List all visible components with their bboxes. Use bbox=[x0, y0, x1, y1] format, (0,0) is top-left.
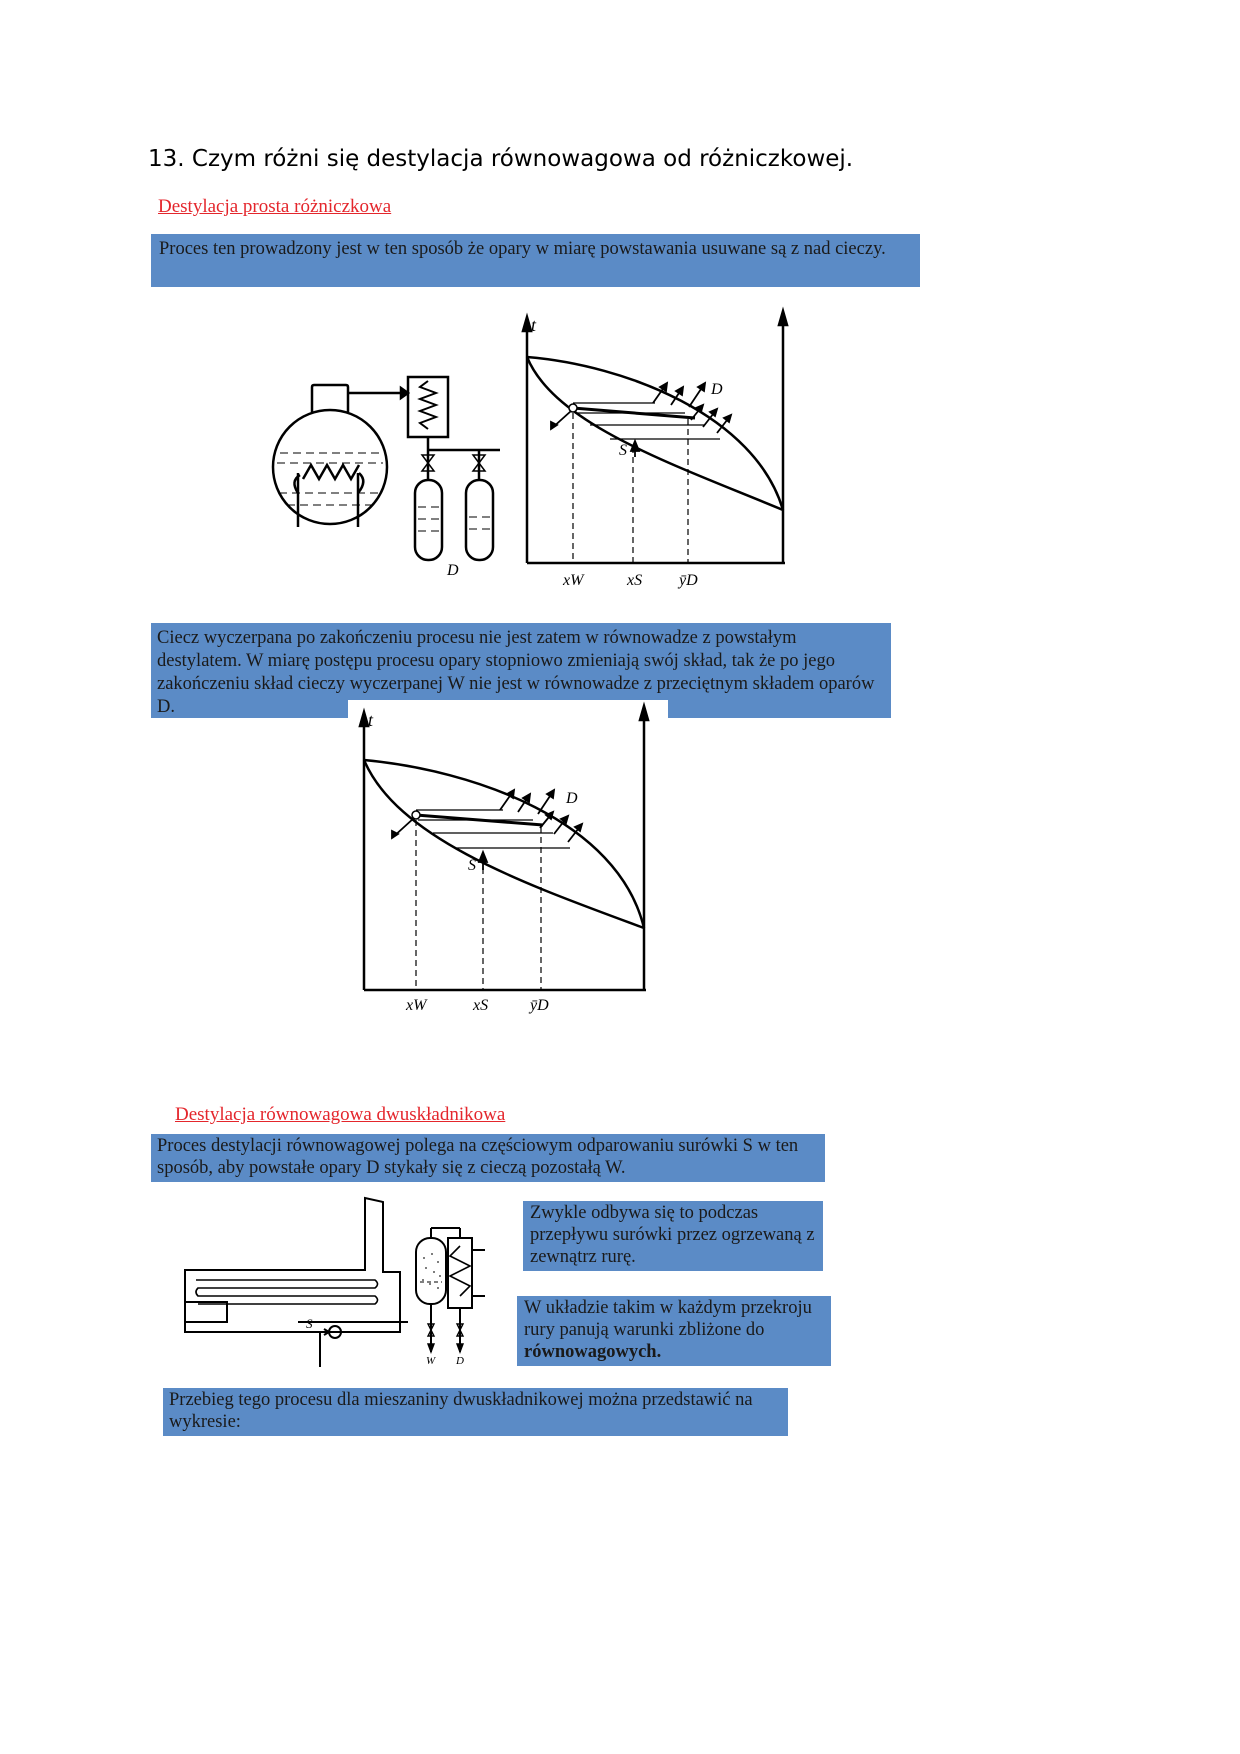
receiver-label-d: D bbox=[447, 562, 459, 579]
tick-label-yd: ȳD bbox=[679, 572, 698, 589]
side-note-text: W układzie takim w każdym przekroju rury panują warunki zbliżone do bbox=[524, 1298, 812, 1340]
side-note-text: Zwykle odbywa się to podczas przepływu surówki przez ogrzewaną z zewnątrz rurę. bbox=[530, 1203, 815, 1267]
distillation-apparatus bbox=[273, 377, 500, 560]
label-d: D bbox=[711, 381, 723, 398]
section-title-equilibrium[interactable]: Destylacja równowagowa dwuskładnikowa bbox=[175, 1104, 506, 1125]
outlet-label-w: W bbox=[426, 1355, 436, 1367]
paragraph-text: Ciecz wyczerpana po zakończeniu procesu nie jest zatem w równowadze z powstałym destylatem. W miarę postępu procesu opary stopniowo zmieniają swój skład, tak że po jego zakończeniu skład cieczy wyczerpanej W nie jest w równowadze z przeciętnym składem oparów D. bbox=[157, 628, 875, 717]
side-note-bold-text: równowagowych. bbox=[524, 1342, 662, 1362]
tick-label-yd: ȳD bbox=[530, 997, 549, 1014]
paragraph-box-1 bbox=[151, 234, 920, 287]
side-note-box-2 bbox=[517, 1296, 831, 1366]
label-s: S bbox=[619, 442, 627, 459]
paragraph-text: Proces ten prowadzony jest w ten sposób że opary w miarę powstawania usuwane są z nad cieczy. bbox=[159, 239, 886, 259]
side-note-box-1 bbox=[523, 1201, 823, 1271]
page-title: 13. Czym różni się destylacja równowagowa od różniczkowej. bbox=[148, 146, 854, 172]
axis-label-t: t bbox=[531, 315, 537, 335]
paragraph-box-3 bbox=[151, 1134, 825, 1182]
paragraph-text: Proces destylacji równowagowej polega na częściowym odparowaniu surówki S w ten sposób, aby powstałe opary D stykały się z cieczą pozostałą W. bbox=[157, 1136, 799, 1178]
label-s: S bbox=[468, 857, 476, 874]
label-d: D bbox=[566, 790, 578, 807]
flash-distillation-apparatus bbox=[180, 1192, 515, 1367]
section-title-differential[interactable]: Destylacja prosta różniczkowa bbox=[158, 196, 392, 217]
tick-label-xw: xW bbox=[563, 572, 584, 589]
boiling-diagram-figure bbox=[348, 700, 668, 1020]
tick-label-xw: xW bbox=[406, 997, 427, 1014]
boiling-diagram bbox=[523, 311, 787, 563]
axis-label-t: t bbox=[368, 710, 374, 730]
paragraph-box-4 bbox=[163, 1388, 788, 1436]
paragraph-text: Przebieg tego procesu dla mieszaniny dwuskładnikowej można przedstawić na wykresie: bbox=[169, 1390, 753, 1432]
outlet-label-d: D bbox=[456, 1355, 464, 1367]
feed-label-s: S bbox=[306, 1316, 313, 1331]
tick-label-xs: xS bbox=[627, 572, 643, 589]
tick-label-xs: xS bbox=[473, 997, 489, 1014]
differential-distillation-figure bbox=[255, 305, 815, 595]
